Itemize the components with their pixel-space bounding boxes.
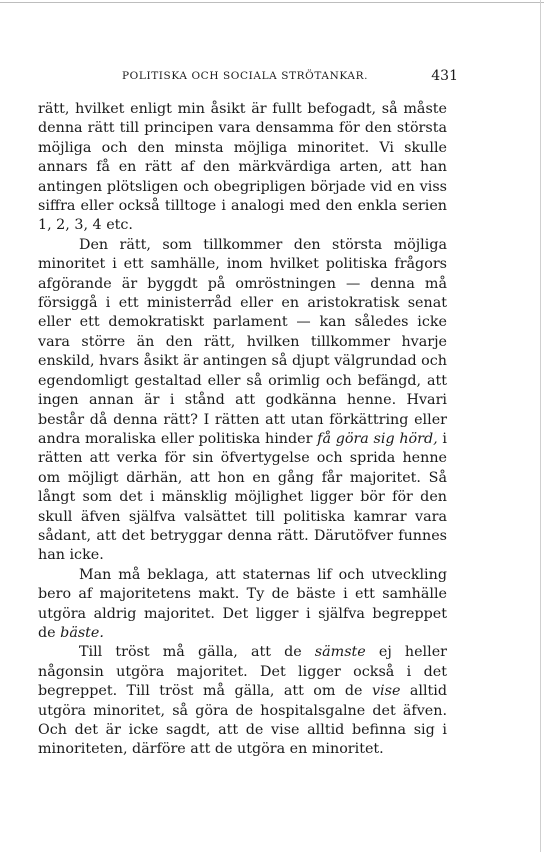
paragraph <box>38 566 447 644</box>
paragraph <box>38 643 447 759</box>
text-run: alltid utgöra minoritet, så göra de hospitalsgalne det äfven. Och det är icke sagdt, att de vise alltid befinna sig i minoriteten, därföre att de utgöra en minoritet. <box>38 683 447 758</box>
text-run: Till tröst må gälla, att de <box>79 644 315 661</box>
text-run: ej heller någonsin utgöra majoritet. Det ligger också i det begreppet. Till tröst må gälla, att om de <box>38 644 447 700</box>
italic-text-run: bäste. <box>60 624 104 641</box>
text-run: i rätten att verka för sin öfvertygelse och sprida henne om möjligt därhän, att hon en gång får majoritet. Så långt som det i mänsklig möjlighet ligger bör för den skull äfven själfva valsättet till politiska kamrar vara sådant, att det betryggar denna rätt. Därutöfver funnes han icke. <box>38 430 447 564</box>
running-title: POLITISKA OCH SOCIALA STRÖTANKAR. <box>122 70 369 82</box>
paragraph <box>38 100 447 236</box>
running-header <box>122 70 458 88</box>
text-run: rätt, hvilket enligt min åsikt är fullt befogadt, så måste denna rätt till principen vara densamma för den största möjliga och den minsta möjliga minoritet. Vi skulle annars få en rätt af den märkvärdiga arten, att han antingen plötsligen och obegripligen började vid en viss siffra eller också tilltoge i analogi med den enkla serien 1, 2, 3, 4 etc. <box>38 101 447 234</box>
text-run: Den rätt, som tillkommer den största möjliga minoritet i ett samhälle, inom hvilket politiska frågors afgörande är byggdt på omröstningen — denna må försiggå i ett ministerråd eller en aristokratisk senat eller ett demokratiskt parlament — kan således icke vara större än den rätt, hvilken tillkommer hvarje enskild, hvars åsikt är antingen så djupt välgrundad och egendomligt gestaltad eller så orimlig och befängd, att ingen annan är i stånd att godkänna henne. Hvari består då denna rätt? I rätten att utan förkättring eller andra moraliska eller politiska hinder <box>38 236 447 447</box>
page-right-edge <box>540 0 541 852</box>
page-number: 431 <box>431 68 458 84</box>
text-run: Man må beklaga, att staternas lif och utveckling bero af majoritetens makt. Ty de bäste i ett samhälle utgöra aldrig majoritet. Det ligger i själfva begreppet de <box>38 566 447 641</box>
page-top-edge <box>0 2 544 3</box>
italic-text-run: få göra sig hörd, <box>317 430 438 447</box>
italic-text-run: sämste <box>314 644 366 661</box>
italic-text-run: vise <box>371 683 401 700</box>
body-text <box>38 100 447 760</box>
paragraph <box>38 236 447 566</box>
